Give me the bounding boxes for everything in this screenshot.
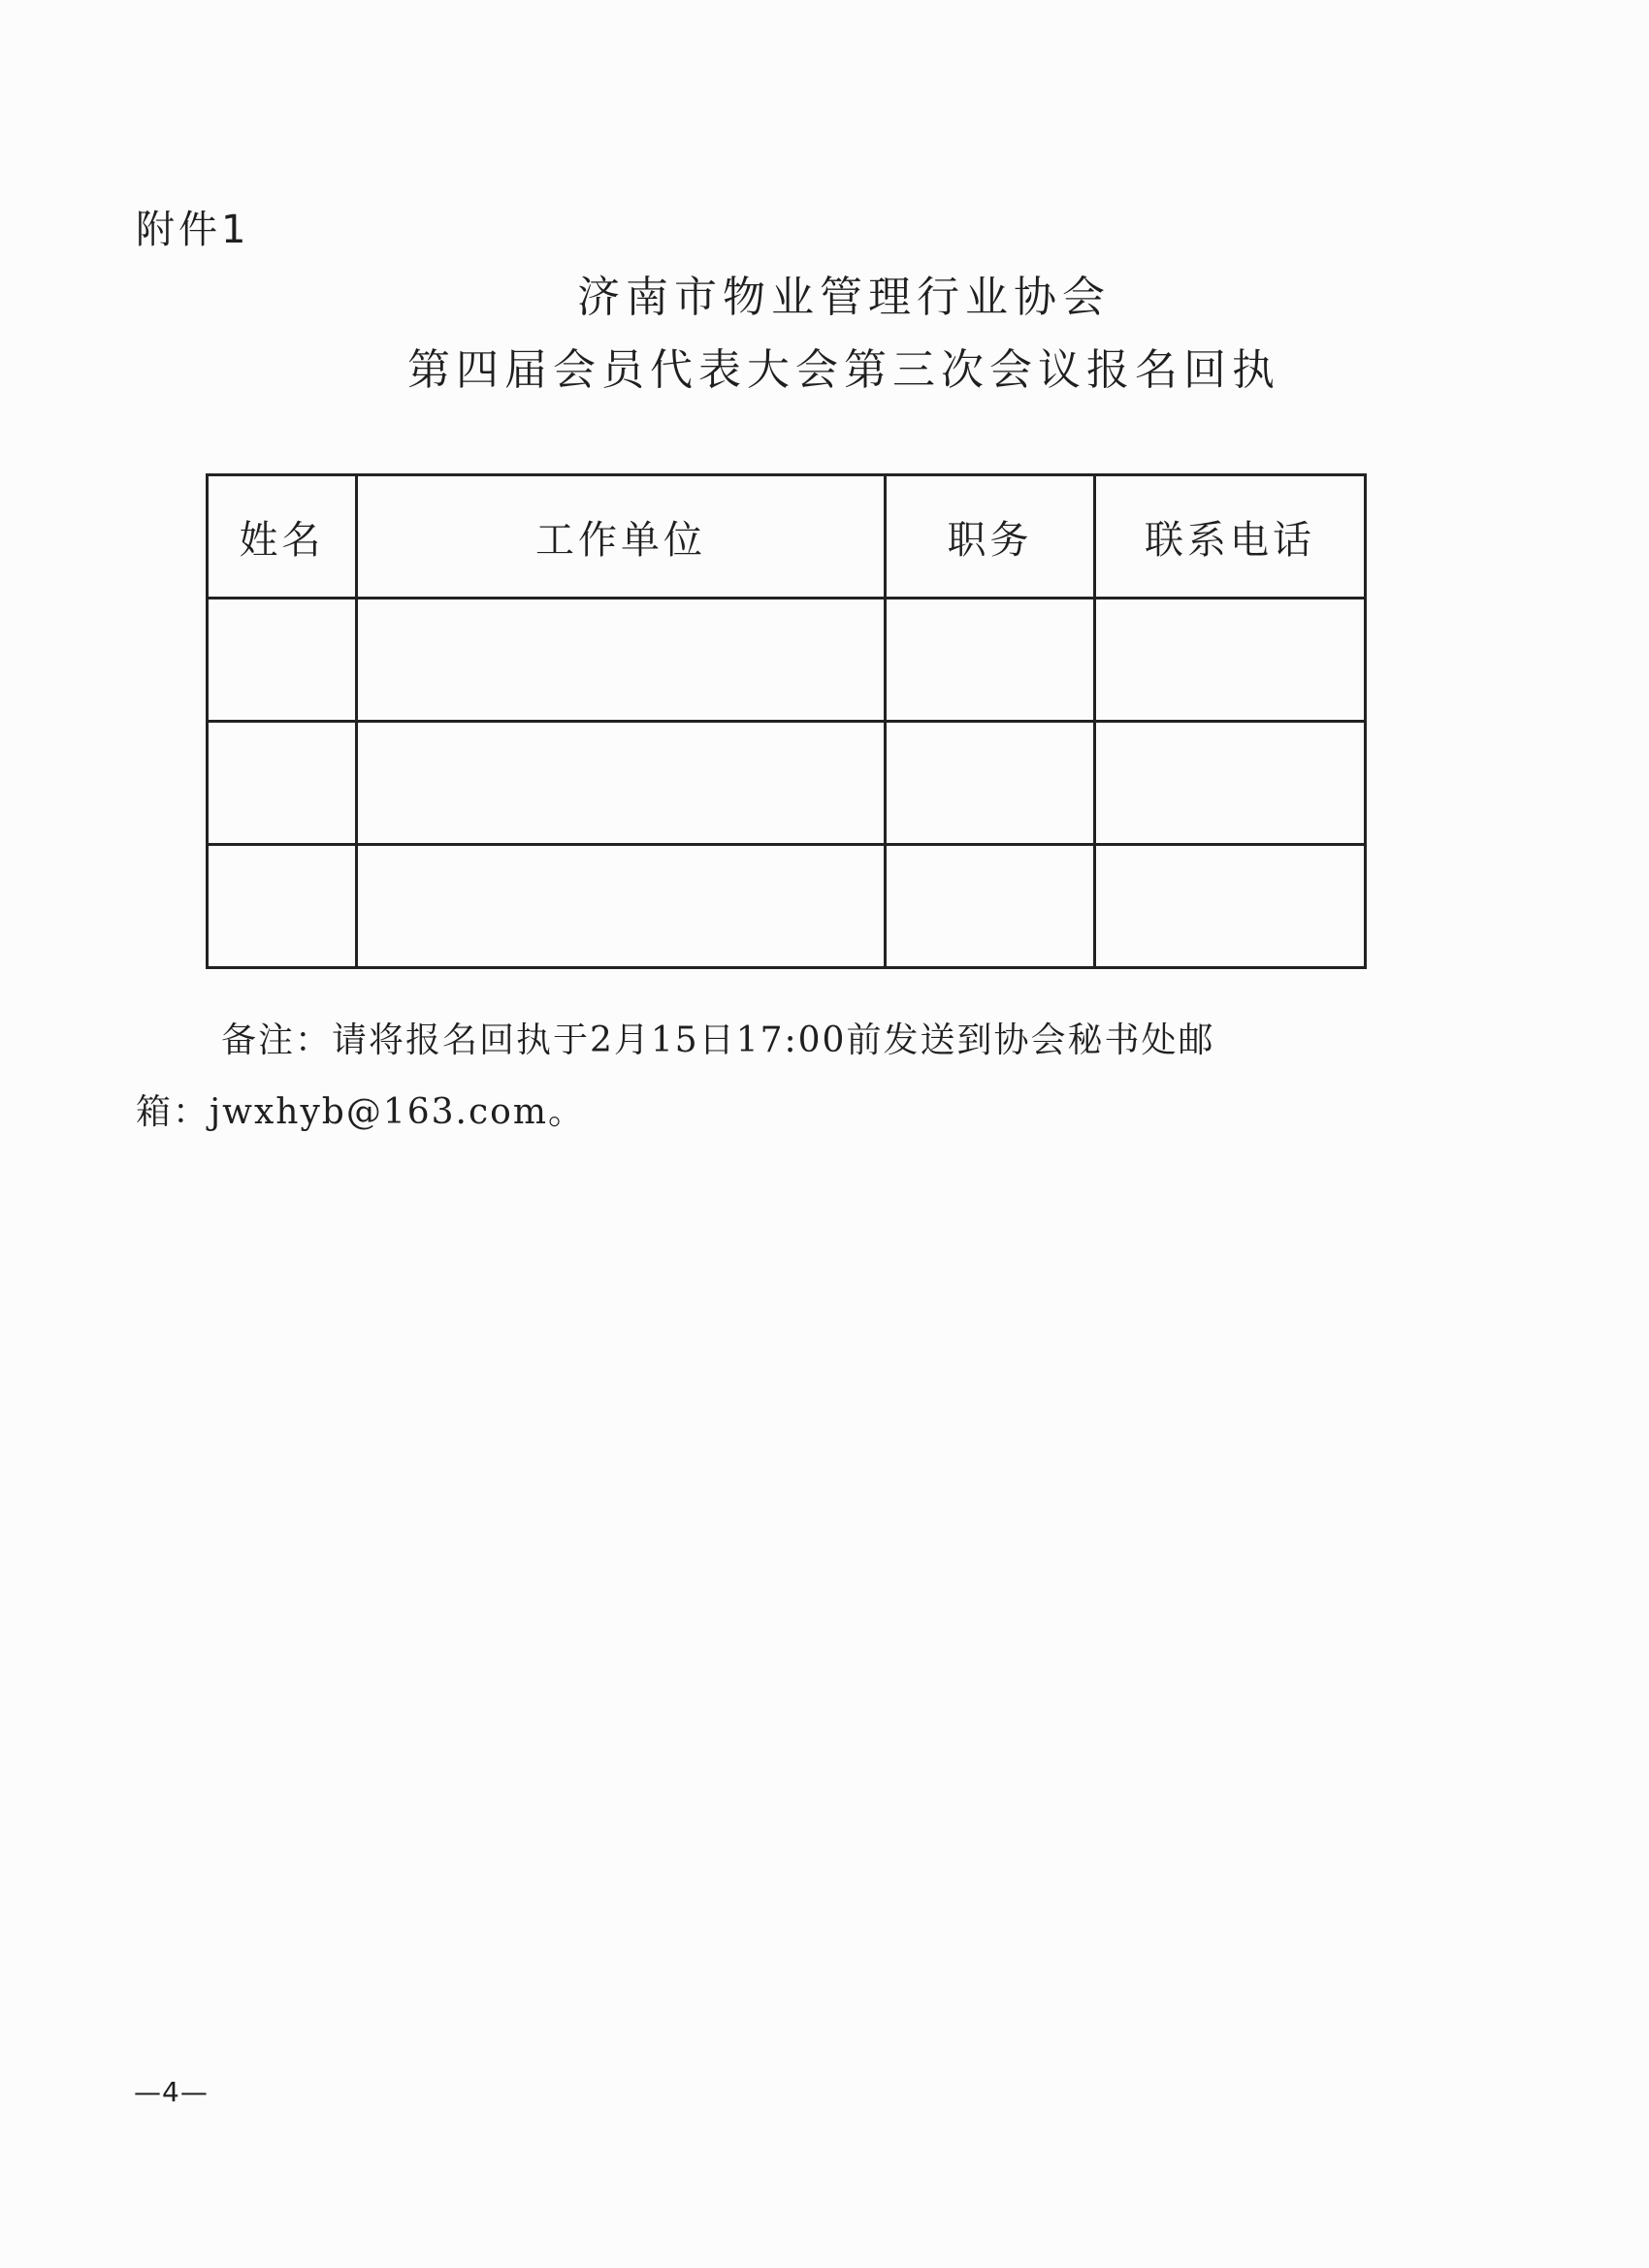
header-phone: 联系电话 — [1095, 475, 1366, 599]
table-row — [208, 722, 1366, 845]
cell-organization — [357, 722, 886, 845]
cell-name — [208, 845, 357, 968]
cell-organization — [357, 599, 886, 722]
note-text: 备注：请将报名回执于2月15日17:00前发送到协会秘书处邮 — [221, 1021, 1215, 1060]
header-organization: 工作单位 — [357, 475, 886, 599]
header-name: 姓名 — [208, 475, 357, 599]
cell-phone — [1095, 722, 1366, 845]
document-title: 济南市物业管理行业协会 — [577, 273, 1111, 322]
attachment-label: 附件1 — [136, 208, 250, 252]
header-position: 职务 — [886, 475, 1095, 599]
cell-position — [886, 845, 1095, 968]
cell-phone — [1095, 599, 1366, 722]
cell-name — [208, 599, 357, 722]
cell-position — [886, 722, 1095, 845]
document-subtitle: 第四届会员代表大会第三次会议报名回执 — [407, 345, 1280, 395]
registration-table — [206, 473, 1367, 969]
table-row — [208, 845, 1366, 968]
cell-position — [886, 599, 1095, 722]
cell-name — [208, 722, 357, 845]
table-row — [208, 599, 1366, 722]
cell-organization — [357, 845, 886, 968]
page-number: —4— — [134, 2076, 209, 2108]
cell-phone — [1095, 845, 1366, 968]
note-email-text: 箱：jwxhyb@163.com。 — [136, 1092, 585, 1132]
table-header-row — [208, 475, 1366, 599]
